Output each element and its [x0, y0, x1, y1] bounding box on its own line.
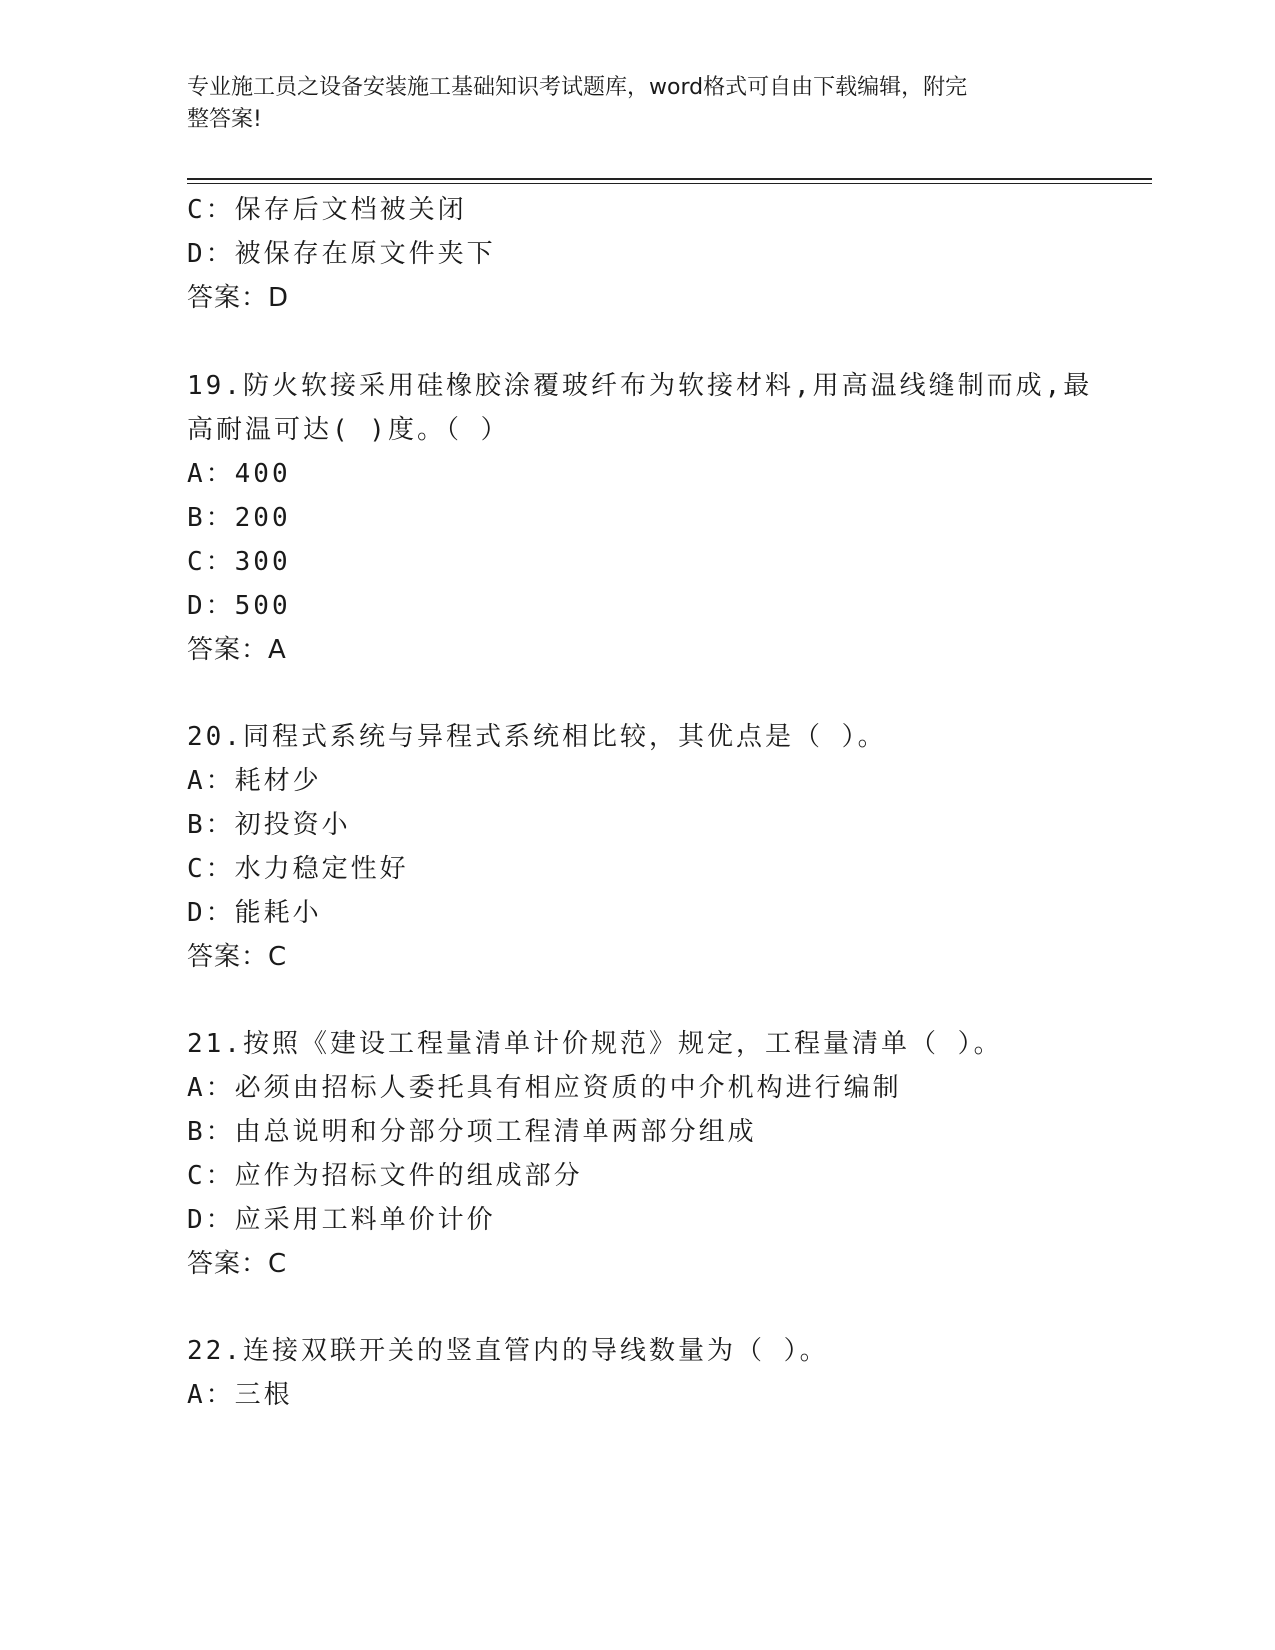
q19-stem-line-1: 19.防火软接采用硅橡胶涂覆玻纤布为软接材料,用高温线缝制而成,最	[187, 371, 1093, 401]
q19-option-b: B：200	[187, 503, 291, 533]
header-line-2: 整答案!	[187, 107, 262, 132]
q18-answer: 答案：D	[187, 283, 290, 313]
q19-answer: 答案：A	[187, 635, 287, 665]
q18-option-d: D：被保存在原文件夹下	[187, 239, 496, 269]
header-divider-thin	[187, 183, 1152, 184]
q21-option-a: A：必须由招标人委托具有相应资质的中介机构进行编制	[187, 1073, 902, 1103]
q22-stem: 22.连接双联开关的竖直管内的导线数量为（ ）。	[187, 1336, 829, 1366]
q18-option-c: C：保存后文档被关闭	[187, 195, 467, 225]
q20-option-c: C：水力稳定性好	[187, 854, 409, 884]
q20-stem: 20.同程式系统与异程式系统相比较，其优点是（ ）。	[187, 722, 887, 752]
q20-option-b: B：初投资小	[187, 810, 351, 840]
q20-answer: 答案：C	[187, 942, 288, 972]
q21-option-b: B：由总说明和分部分项工程清单两部分组成	[187, 1117, 757, 1147]
q19-option-c: C：300	[187, 547, 291, 577]
q21-option-c: C：应作为招标文件的组成部分	[187, 1161, 583, 1191]
q21-option-d: D：应采用工料单价计价	[187, 1205, 496, 1235]
q19-option-d: D：500	[187, 591, 291, 621]
q21-answer: 答案：C	[187, 1249, 288, 1279]
header-line-1: 专业施工员之设备安装施工基础知识考试题库，word格式可自由下载编辑，附完	[187, 75, 968, 100]
q20-option-a: A：耗材少	[187, 766, 322, 796]
q20-option-d: D：能耗小	[187, 898, 322, 928]
q22-option-a: A：三根	[187, 1380, 293, 1410]
q21-stem: 21.按照《建设工程量清单计价规范》规定，工程量清单（ ）。	[187, 1029, 1003, 1059]
page-header	[187, 72, 1087, 136]
q19-option-a: A：400	[187, 459, 291, 489]
header-divider-thick	[187, 178, 1152, 180]
q19-stem-line-2: 高耐温可达( )度。（ ）	[187, 415, 510, 445]
